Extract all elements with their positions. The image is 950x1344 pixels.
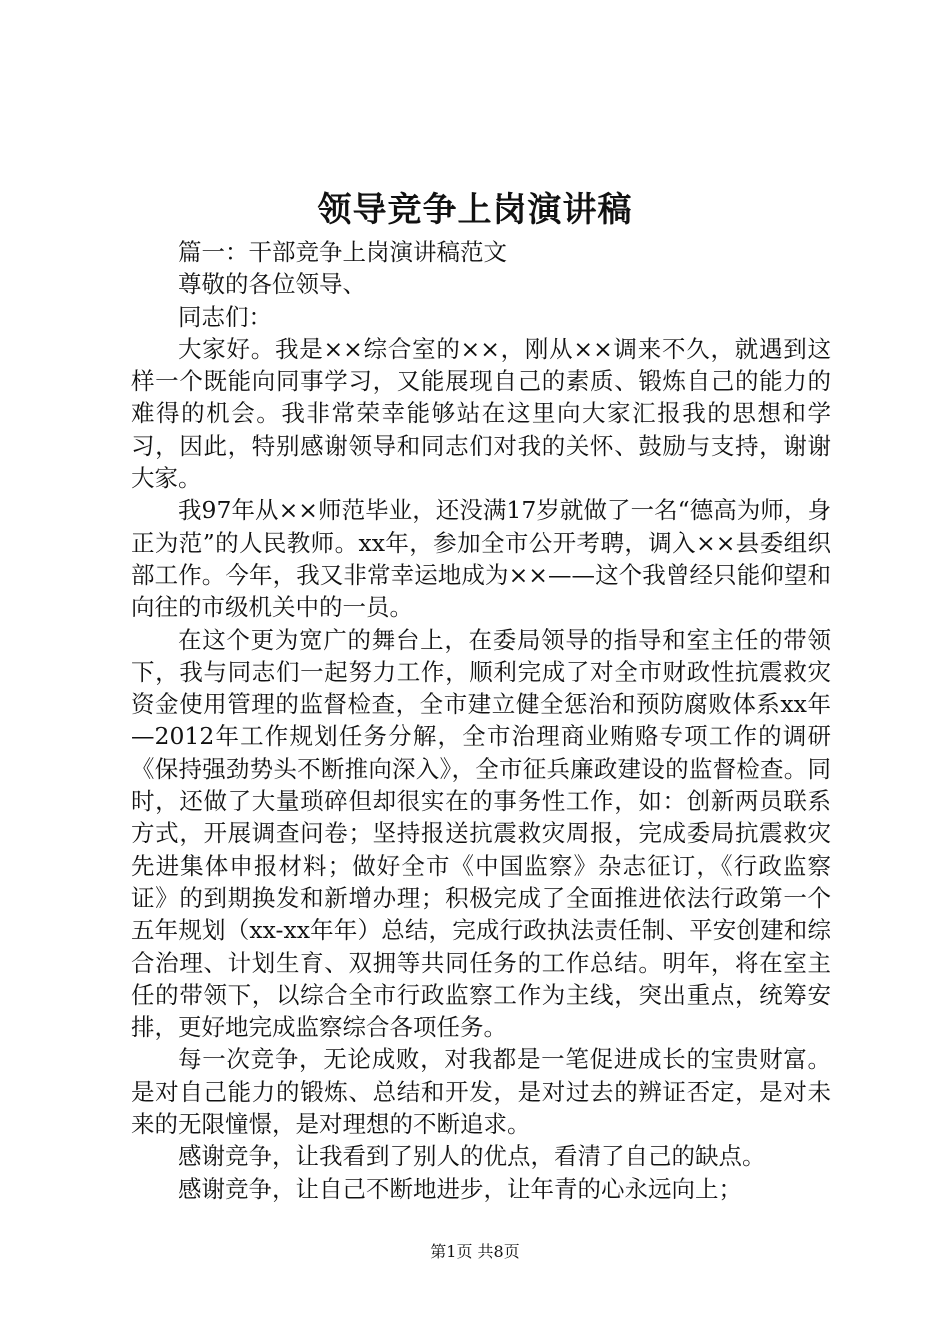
salutation-line-2: 同志们： bbox=[178, 302, 272, 331]
page-number: 第1页 共8页 bbox=[430, 1242, 520, 1261]
paragraph-greeting: 大家好。我是××综合室的××，刚从××调来不久，就遇到这样一个既能向同事学习，又能展现自己的素质、锻炼自己的能力的难得的机会。我非常荣幸能够站在这里向大家汇报我的思想和学习，因此，特别感谢领导和同志们对我的关怀、鼓励与支持，谢谢大家。 bbox=[131, 334, 831, 493]
document-title: 领导竞争上岗演讲稿 bbox=[317, 190, 633, 230]
section-heading: 篇一：干部竞争上岗演讲稿范文 bbox=[178, 238, 507, 266]
paragraph-thanks-2: 感谢竞争，让自己不断地进步，让年青的心永远向上； bbox=[178, 1174, 742, 1203]
paragraph-competition: 每一次竞争，无论成败，对我都是一笔促进成长的宝贵财富。是对自己能力的锻炼、总结和开发，是对过去的辨证否定，是对未来的无限憧憬，是对理想的不断追求。 bbox=[131, 1045, 831, 1139]
paragraph-background: 我97年从××师范毕业，还没满17岁就做了一名“德高为师，身正为范”的人民教师。xx年，参加全市公开考聘，调入××县委组织部工作。今年，我又非常幸运地成为××——这个我曾经只能仰望和向往的市级机关中的一员。 bbox=[131, 496, 831, 622]
document-body bbox=[131, 236, 831, 1205]
salutation-line-1: 尊敬的各位领导、 bbox=[178, 270, 366, 299]
paragraph-work: 在这个更为宽广的舞台上，在委局领导的指导和室主任的带领下，我与同志们一起努力工作，顺利完成了对全市财政性抗震救灾资金使用管理的监督检查，全市建立健全惩治和预防腐败体系xx年—2012年工作规划任务分解，全市治理商业贿赂专项工作的调研《保持强劲势头不断推向深入》，全市征兵廉政建设的监督检查。同时，还做了大量琐碎但却很实在的事务性工作，如：创新两员联系方式，开展调查问卷；坚持报送抗震救灾周报，完成委局抗震救灾先进集体申报材料；做好全市《中国监察》杂志征订，《行政监察证》的到期换发和新增办理；积极完成了全面推进依法行政第一个五年规划（xx-xx年年）总结，完成行政执法责任制、平安创建和综合治理、计划生育、双拥等共同任务的工作总结。明年，将在室主任的带领下，以综合全市行政监察工作为主线，突出重点，统筹安排，更好地完成监察综合各项任务。 bbox=[131, 625, 831, 1042]
paragraph-thanks-1: 感谢竞争，让我看到了别人的优点，看清了自己的缺点。 bbox=[178, 1142, 766, 1171]
